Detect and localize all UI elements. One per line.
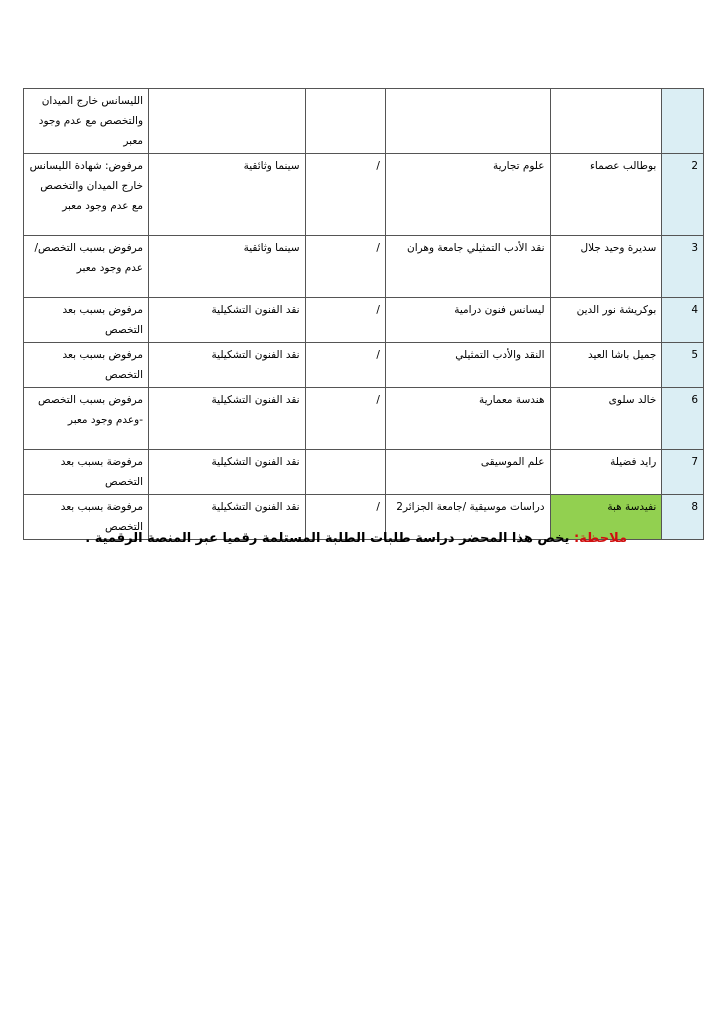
results-table: [23, 88, 704, 540]
specialty-cell: نقد الفنون التشكيلية: [149, 343, 306, 388]
decision-cell: الليسانس خارج الميدان والتخصص مع عدم وجود معبر: [24, 89, 149, 154]
table-row: [24, 154, 704, 236]
specialty-cell: [149, 89, 306, 154]
results-table-body: [24, 89, 704, 540]
specialty-cell: نقد الفنون التشكيلية: [149, 298, 306, 343]
student-name-cell: جميل باشا العيد: [550, 343, 662, 388]
table-row: [24, 450, 704, 495]
diploma-cell: النقد والأدب التمثيلي: [385, 343, 550, 388]
student-name-cell: نفيدسة هبة: [550, 495, 662, 540]
decision-cell: مرفوض بسبب التخصص -وعدم وجود معبر: [24, 388, 149, 450]
specialty-cell: نقد الفنون التشكيلية: [149, 388, 306, 450]
separator-cell: /: [305, 154, 385, 236]
separator-cell: /: [305, 495, 385, 540]
diploma-cell: ليسانس فنون درامية: [385, 298, 550, 343]
diploma-cell: علم الموسيقى: [385, 450, 550, 495]
table-row: [24, 89, 704, 154]
row-number-cell: 4: [662, 298, 704, 343]
student-name-cell: بوكريشة نور الدين: [550, 298, 662, 343]
table-row: [24, 343, 704, 388]
separator-cell: /: [305, 388, 385, 450]
row-number-cell: 6: [662, 388, 704, 450]
row-number-cell: 2: [662, 154, 704, 236]
note: [85, 531, 627, 546]
separator-cell: /: [305, 298, 385, 343]
decision-cell: مرفوضة بسبب بعد التخصص: [24, 495, 149, 540]
decision-cell: مرفوضة بسبب بعد التخصص: [24, 450, 149, 495]
row-number-cell: 7: [662, 450, 704, 495]
table-row: [24, 388, 704, 450]
row-number-cell: 8: [662, 495, 704, 540]
decision-cell: مرفوض بسبب بعد التخصص: [24, 343, 149, 388]
decision-cell: مرفوض بسبب بعد التخصص: [24, 298, 149, 343]
diploma-cell: هندسة معمارية: [385, 388, 550, 450]
table-row: [24, 298, 704, 343]
row-number-cell: 3: [662, 236, 704, 298]
diploma-cell: نقد الأدب التمثيلي جامعة وهران: [385, 236, 550, 298]
table-row: [24, 236, 704, 298]
student-name-cell: [550, 89, 662, 154]
separator-cell: [305, 450, 385, 495]
diploma-cell: [385, 89, 550, 154]
separator-cell: /: [305, 236, 385, 298]
row-number-cell: [662, 89, 704, 154]
diploma-cell: علوم تجارية: [385, 154, 550, 236]
specialty-cell: سينما وثائقية: [149, 236, 306, 298]
specialty-cell: نقد الفنون التشكيلية: [149, 495, 306, 540]
separator-cell: [305, 89, 385, 154]
decision-cell: مرفوض بسبب التخصص/ عدم وجود معبر: [24, 236, 149, 298]
student-name-cell: سديرة وحيد جلال: [550, 236, 662, 298]
separator-cell: /: [305, 343, 385, 388]
specialty-cell: سينما وثائقية: [149, 154, 306, 236]
row-number-cell: 5: [662, 343, 704, 388]
specialty-cell: نقد الفنون التشكيلية: [149, 450, 306, 495]
decision-cell: مرفوض: شهادة الليسانس خارج الميدان والتخصص مع عدم وجود معبر: [24, 154, 149, 236]
note-label: ملاحظة:: [573, 531, 627, 546]
student-name-cell: خالد سلوى: [550, 388, 662, 450]
student-name-cell: بوطالب عصماء: [550, 154, 662, 236]
diploma-cell: دراسات موسيقية /جامعة الجزائر2: [385, 495, 550, 540]
student-name-cell: رايد فضيلة: [550, 450, 662, 495]
note-text: يخص هذا المحضر دراسة طلبات الطلبة المستلمة رقميا عبر المنصة الرقمية .: [85, 531, 574, 546]
